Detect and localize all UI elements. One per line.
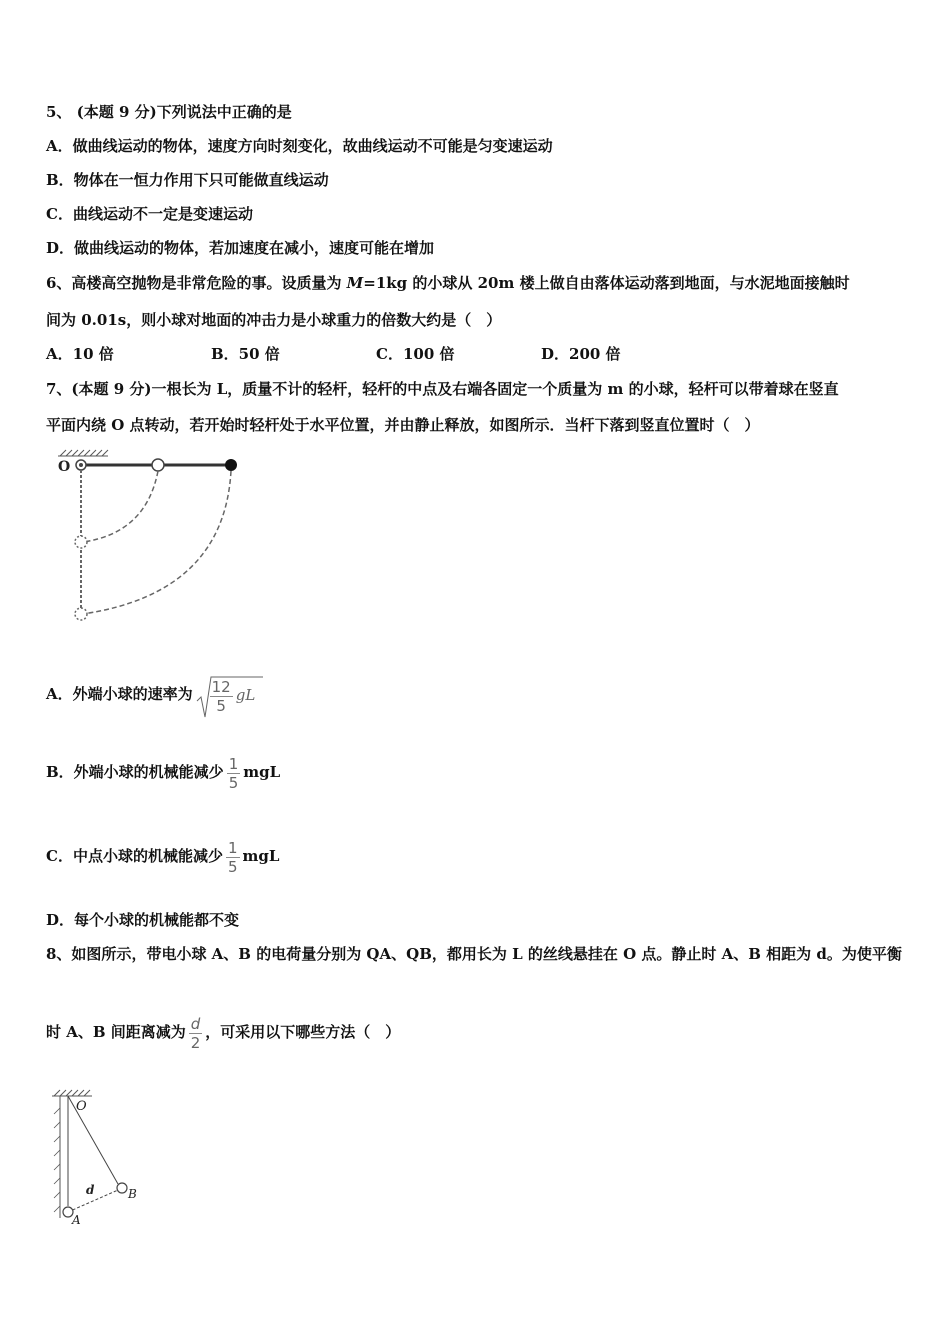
q8-fraction: [189, 1015, 203, 1052]
label-o: O: [58, 459, 71, 475]
q6-stem-pre: 6、高楼高空抛物是非常危险的事。设质量为: [46, 274, 347, 292]
q6-option-d: D．200 倍: [541, 345, 621, 363]
q6-stem-post: =1kg 的小球从 20m 楼上做自由落体运动落到地面，与水泥地面接触时: [363, 274, 850, 292]
q7-c-tail: mgL: [242, 847, 280, 865]
ball-b: [117, 1183, 127, 1193]
q8-stem-line1: 8、如图所示，带电小球 A、B 的电荷量分别为 QA、QB，都用长为 L 的丝线悬挂在 O 点。静止时 A、B 相距为 d。为使平衡: [46, 945, 902, 963]
label-d: d: [86, 1183, 95, 1197]
q7-b-tail: mgL: [243, 763, 281, 781]
middle-ball: [152, 459, 164, 471]
q8-stem-post: ，可采用以下哪些方法（ ）: [205, 1023, 401, 1041]
q7-b-num: 1: [228, 754, 239, 773]
middle-ball-final: [75, 536, 87, 548]
q6-stem-line2: 间为 0.01s，则小球对地面的冲击力是小球重力的倍数大约是（ ）: [46, 311, 502, 329]
q8-stem-line2: [46, 1010, 400, 1054]
sqrt-expression: [207, 675, 256, 715]
q7-c-fraction: [226, 839, 240, 876]
radical-sign: [195, 675, 265, 719]
q5-stem: 5、 (本题 9 分)下列说法中正确的是: [46, 103, 292, 121]
end-ball-final: [75, 608, 87, 620]
q7-option-d: D．每个小球的机械能都不变: [46, 911, 240, 929]
q8-frac-num: d: [190, 1014, 201, 1033]
q6-option-c: C．100 倍: [376, 345, 455, 363]
q5-option-a: A．做曲线运动的物体，速度方向时刻变化，故曲线运动不可能是匀变速运动: [46, 137, 553, 155]
middle-ball-arc: [83, 471, 158, 542]
q7-c-num: 1: [227, 838, 238, 857]
q6-option-a: A．10 倍: [46, 345, 114, 363]
end-ball: [225, 459, 237, 471]
q8-stem-pre: 时 A、B 间距离减为: [46, 1023, 186, 1041]
q7-a-num: 12: [211, 677, 231, 696]
q7-option-a-text: A．外端小球的速率为: [46, 685, 193, 703]
q8-frac-den: 2: [190, 1033, 201, 1052]
q7-option-b-text: B．外端小球的机械能减少: [46, 763, 224, 781]
label-a: A: [72, 1213, 81, 1227]
q7-option-c-text: C．中点小球的机械能减少: [46, 847, 223, 865]
q7-a-den: 5: [216, 696, 226, 715]
label-o: O: [76, 1099, 87, 1114]
q7-stem-line2: 平面内绕 O 点转动，若开始时轻杆处于水平位置，并由静止释放，如图所示．当杆下落到竖直位置时（ ）: [46, 416, 760, 434]
q7-b-fraction: [227, 755, 241, 792]
q5-option-c: C．曲线运动不一定是变速运动: [46, 205, 253, 223]
q7-option-a: [46, 674, 255, 715]
q7-option-c: [46, 836, 279, 876]
q7-rod-figure: [46, 448, 256, 628]
q7-a-tail: gL: [235, 686, 256, 704]
q5-option-d: D．做曲线运动的物体，若加速度在减小，速度可能在增加: [46, 239, 435, 257]
q7-option-b: [46, 752, 280, 792]
q6-option-b: B．50 倍: [211, 345, 280, 363]
q7-c-den: 5: [227, 857, 238, 876]
q6-stem-line1: [46, 273, 850, 293]
q7-b-den: 5: [228, 773, 239, 792]
q8-pendulum-figure: [46, 1088, 156, 1228]
end-ball-arc: [83, 471, 231, 614]
q5-option-b: B．物体在一恒力作用下只可能做直线运动: [46, 171, 329, 189]
q6-stem-mass-symbol: M: [346, 274, 364, 292]
q7-stem-line1: 7、(本题 9 分)一根长为 L，质量不计的轻杆，轻杆的中点及右端各固定一个质量为 m 的小球，轻杆可以带着球在竖直: [46, 380, 839, 398]
label-b: B: [128, 1187, 137, 1201]
